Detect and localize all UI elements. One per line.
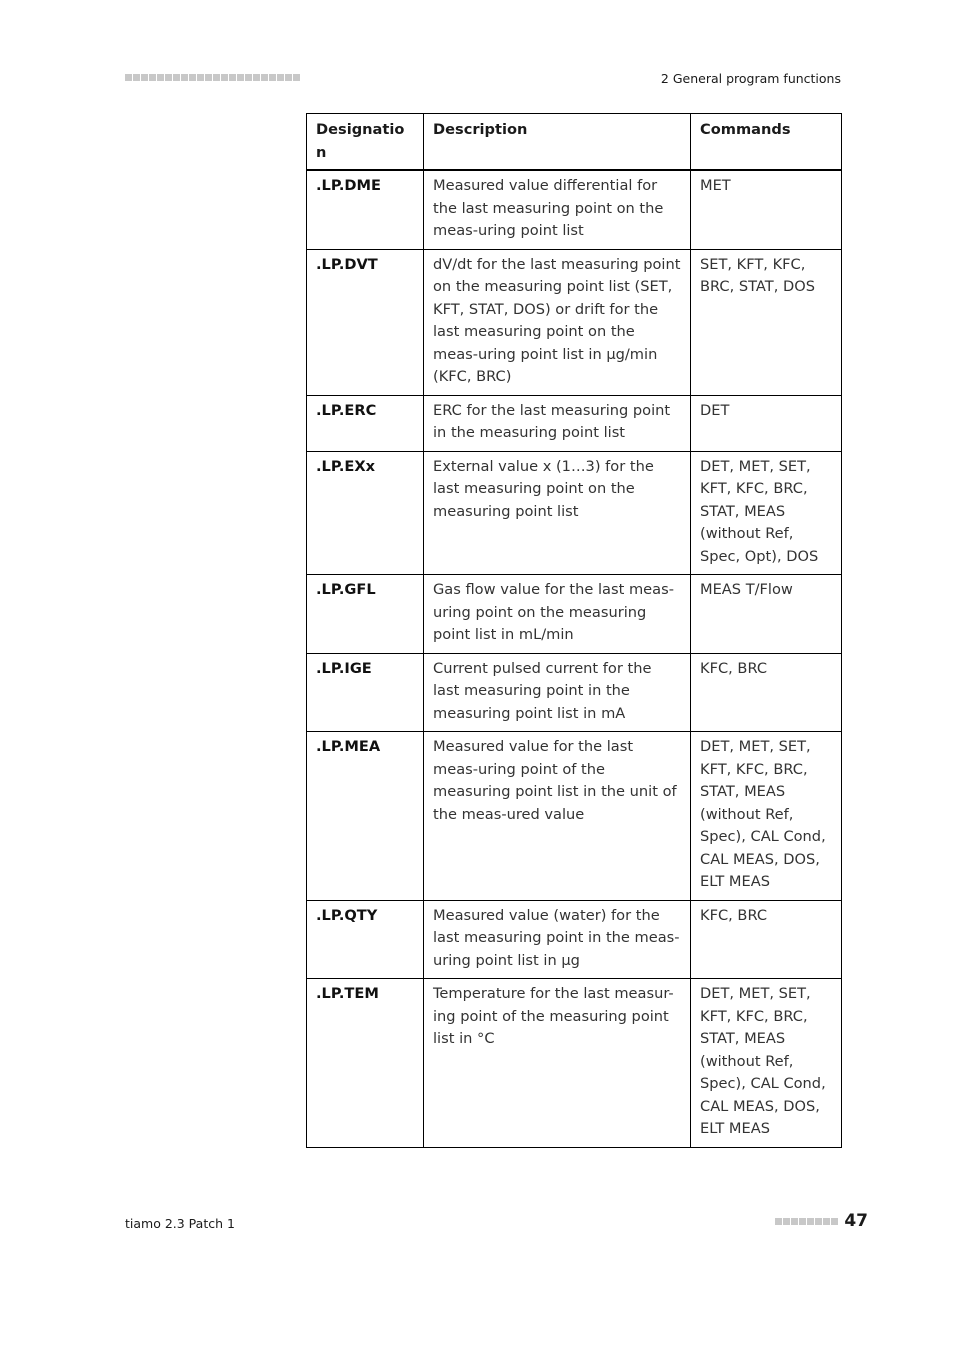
decor-square <box>125 74 132 81</box>
description-cell: ERC for the last measuring point in the measuring point list <box>424 395 691 451</box>
decor-square <box>823 1218 830 1225</box>
variables-table <box>306 113 842 1148</box>
product-name: tiamo 2.3 Patch 1 <box>125 1216 235 1231</box>
decor-square <box>253 74 260 81</box>
table-row <box>307 979 842 1148</box>
decor-square <box>221 74 228 81</box>
column-header-commands: Commands <box>691 114 842 171</box>
description-cell: Gas flow value for the last meas-uring point on the measuring point list in mL/min <box>424 575 691 654</box>
decor-square <box>775 1218 782 1225</box>
decor-square <box>799 1218 806 1225</box>
decor-square <box>157 74 164 81</box>
decor-square <box>783 1218 790 1225</box>
decor-square <box>815 1218 822 1225</box>
header-decoration <box>125 74 300 81</box>
table-row <box>307 900 842 979</box>
commands-cell: DET, MET, SET, KFT, KFC, BRC, STAT, MEAS (without Ref, Spec), CAL Cond, CAL MEAS, DOS, ELT MEAS <box>691 732 842 901</box>
decor-square <box>213 74 220 81</box>
commands-cell: DET <box>691 395 842 451</box>
decor-square <box>285 74 292 81</box>
designation-cell: .LP.DME <box>307 170 424 249</box>
decor-square <box>149 74 156 81</box>
description-cell: Current pulsed current for the last measuring point in the measuring point list in mA <box>424 653 691 732</box>
decor-square <box>141 74 148 81</box>
description-cell: Temperature for the last measur-ing point of the measuring point list in °C <box>424 979 691 1148</box>
footer-decoration <box>775 1218 838 1225</box>
designation-cell: .LP.QTY <box>307 900 424 979</box>
table-row <box>307 732 842 901</box>
table-row <box>307 249 842 395</box>
description-cell: Measured value for the last meas-uring point of the measuring point list in the unit of the meas-ured value <box>424 732 691 901</box>
decor-square <box>197 74 204 81</box>
decor-square <box>791 1218 798 1225</box>
decor-square <box>181 74 188 81</box>
commands-cell: MEAS T/Flow <box>691 575 842 654</box>
decor-square <box>807 1218 814 1225</box>
designation-cell: .LP.EXx <box>307 451 424 575</box>
decor-square <box>277 74 284 81</box>
description-cell: External value x (1…3) for the last measuring point on the measuring point list <box>424 451 691 575</box>
table-row <box>307 170 842 249</box>
commands-cell: KFC, BRC <box>691 653 842 732</box>
column-header-description: Description <box>424 114 691 171</box>
decor-square <box>205 74 212 81</box>
designation-cell: .LP.IGE <box>307 653 424 732</box>
decor-square <box>165 74 172 81</box>
designation-cell: .LP.TEM <box>307 979 424 1148</box>
page-number: 47 <box>844 1211 868 1231</box>
commands-cell: SET, KFT, KFC, BRC, STAT, DOS <box>691 249 842 395</box>
description-cell: dV/dt for the last measuring point on the measuring point list (SET, KFT, STAT, DOS) or drift for the last measuring point on the meas-uring point list in µg/min (KFC, BRC) <box>424 249 691 395</box>
decor-square <box>229 74 236 81</box>
designation-cell: .LP.ERC <box>307 395 424 451</box>
decor-square <box>133 74 140 81</box>
decor-square <box>831 1218 838 1225</box>
page-footer-right <box>775 1211 868 1231</box>
decor-square <box>189 74 196 81</box>
decor-square <box>245 74 252 81</box>
commands-cell: KFC, BRC <box>691 900 842 979</box>
column-header-designation: Designation <box>307 114 424 171</box>
decor-square <box>293 74 300 81</box>
table-row <box>307 395 842 451</box>
table-header-row <box>307 114 842 171</box>
designation-cell: .LP.GFL <box>307 575 424 654</box>
decor-square <box>173 74 180 81</box>
designation-cell: .LP.MEA <box>307 732 424 901</box>
description-cell: Measured value differential for the last measuring point on the meas-uring point list <box>424 170 691 249</box>
decor-square <box>261 74 268 81</box>
table-row <box>307 451 842 575</box>
description-cell: Measured value (water) for the last measuring point in the meas-uring point list in µg <box>424 900 691 979</box>
commands-cell: MET <box>691 170 842 249</box>
decor-square <box>237 74 244 81</box>
table-row <box>307 653 842 732</box>
table-row <box>307 575 842 654</box>
commands-cell: DET, MET, SET, KFT, KFC, BRC, STAT, MEAS (without Ref, Spec), CAL Cond, CAL MEAS, DOS, ELT MEAS <box>691 979 842 1148</box>
section-title: 2 General program functions <box>660 71 841 86</box>
commands-cell: DET, MET, SET, KFT, KFC, BRC, STAT, MEAS (without Ref, Spec, Opt), DOS <box>691 451 842 575</box>
decor-square <box>269 74 276 81</box>
designation-cell: .LP.DVT <box>307 249 424 395</box>
